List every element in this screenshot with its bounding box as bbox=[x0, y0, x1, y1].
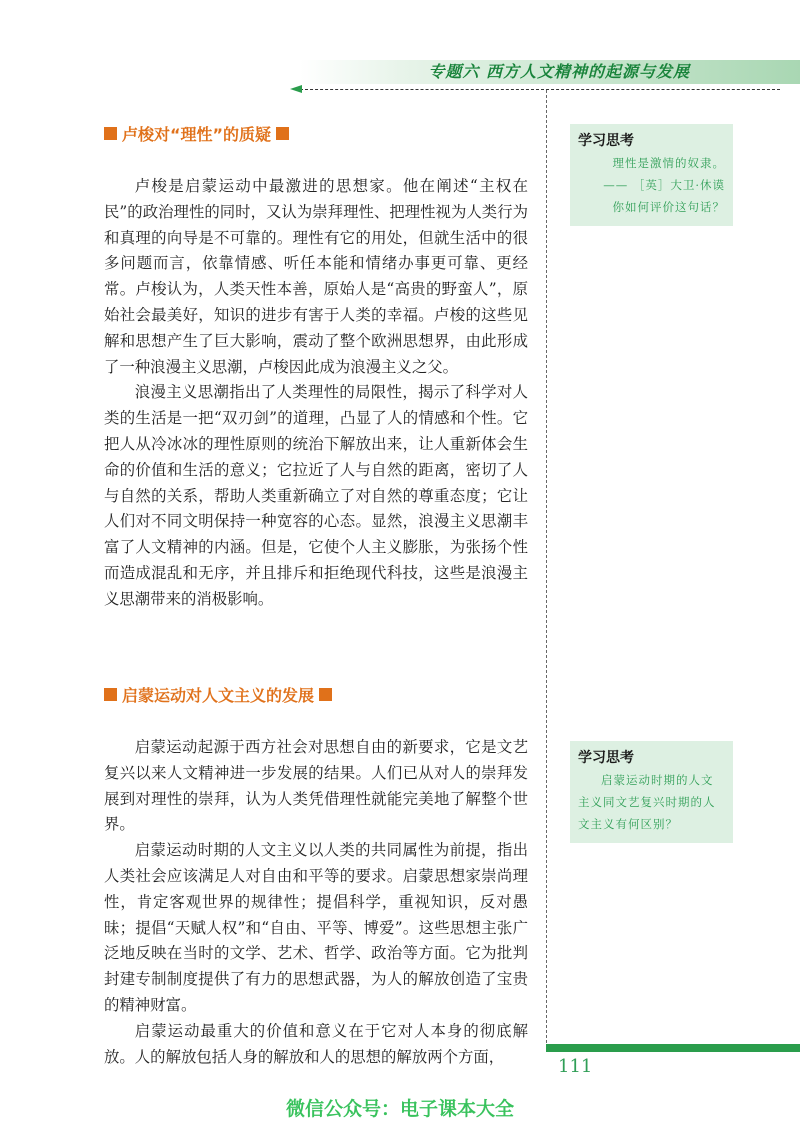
sidebox-attribution: —— ［英］大卫·休谟 bbox=[603, 178, 725, 192]
sidebox-text: 启蒙运动时期的人文主义同文艺复兴时期的人文主义有何区别？ bbox=[578, 773, 716, 831]
square-bullet-icon bbox=[276, 127, 289, 140]
study-think-box bbox=[570, 124, 733, 226]
page-number: 111 bbox=[558, 1056, 593, 1077]
paragraph: 启蒙运动起源于西方社会对思想自由的新要求，它是文艺复兴以来人文精神进一步发展的结果。人们已从对人的崇拜发展到对理性的崇拜，认为人类凭借理性就能完美地了解整个世界。 bbox=[104, 738, 528, 834]
watermark: 微信公众号：电子课本大全 bbox=[285, 1098, 514, 1120]
paragraph: 卢梭是启蒙运动中最激进的思想家。他在阐述“主权在民”的政治理性的同时，又认为崇拜理性、把理性视为人类行为和真理的向导是不可靠的。理性有它的用处，但就生活中的很多问题而言，依靠情感、听任本能和情绪办事更可靠、更经常。卢梭认为，人类天性本善，原始人是“高贵的野蛮人”，原始社会最美好，知识的进步有害于人类的幸福。卢梭的这些见解和思想产生了巨大影响，震动了整个欧洲思想界，由此形成了一种浪漫主义思潮，卢梭因此成为浪漫主义之父。 bbox=[104, 177, 528, 376]
sidebox-title: 学习思考 bbox=[578, 750, 634, 766]
study-think-box bbox=[570, 741, 733, 843]
sidebox-title: 学习思考 bbox=[578, 133, 634, 149]
sidebox-quote: 理性是激情的奴隶。 bbox=[612, 156, 725, 170]
square-bullet-icon bbox=[319, 688, 332, 701]
paragraph: 启蒙运动最重大的价值和意义在于它对人本身的彻底解放。人的解放包括人身的解放和人的思想的解放两个方面， bbox=[104, 1021, 528, 1066]
margin-dashed-divider bbox=[546, 90, 547, 1048]
header-dashed-rule bbox=[300, 89, 780, 90]
chapter-title: 专题六 西方人文精神的起源与发展 bbox=[428, 62, 690, 81]
paragraph: 浪漫主义思潮指出了人类理性的局限性，揭示了科学对人类的生活是一把“双刃剑”的道理，凸显了人的情感和个性。它把人从冷冰冰的理性原则的统治下解放出来，让人重新体会生命的价值和生活的意义；它拉近了人与自然的距离，密切了人与自然的关系，帮助人类重新确立了对自然的尊重态度；它让人们对不同文明保持一种宽容的心态。显然，浪漫主义思潮丰富了人文精神的内涵。但是，它使个人主义膨胀，为张扬个性而造成混乱和无序，并且排斥和拒绝现代科技，这些是浪漫主义思潮带来的消极影响。 bbox=[104, 383, 528, 608]
section-heading-rousseau: 卢梭对“理性”的质疑 bbox=[104, 122, 289, 145]
square-bullet-icon bbox=[104, 688, 117, 701]
footer-bar bbox=[546, 1044, 800, 1052]
section-body-rousseau bbox=[104, 174, 528, 613]
square-bullet-icon bbox=[104, 127, 117, 140]
sidebox-question: 你如何评价这句话？ bbox=[612, 200, 725, 214]
section-heading-enlightenment: 启蒙运动对人文主义的发展 bbox=[104, 683, 332, 706]
section-body-enlightenment bbox=[104, 735, 528, 1070]
paragraph: 启蒙运动时期的人文主义以人类的共同属性为前提，指出人类社会应该满足人对自由和平等的要求。启蒙思想家崇尚理性，肯定客观世界的规律性；提倡科学，重视知识，反对愚昧；提倡“天赋人权”和“自由、平等、博爱”。这些思想主张广泛地反映在当时的文学、艺术、哲学、政治等方面。它为批判封建专制制度提供了有力的思想武器，为人的解放创造了宝贵的精神财富。 bbox=[104, 841, 528, 1014]
arrow-left-icon bbox=[290, 85, 302, 93]
